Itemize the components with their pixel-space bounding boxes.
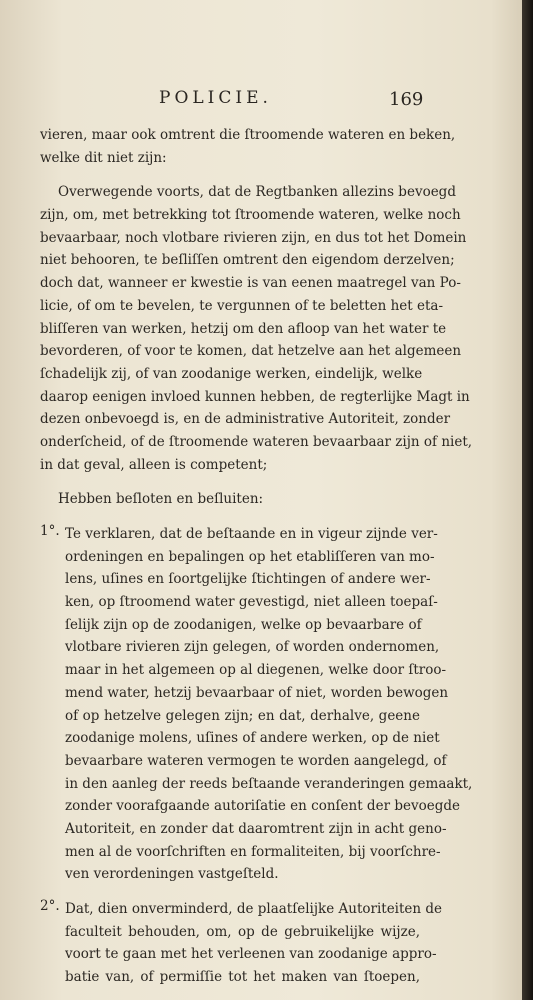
text-line: doch dat, wanneer er kwestie is van eenen maatregel van Po-: [40, 275, 461, 292]
text-line: dezen onbevoegd is, en de administrative Autoriteit, zonder: [40, 411, 451, 428]
text-line: welke dit niet zijn:: [40, 149, 167, 166]
text-line: daarop eenigen invloed kunnen hebben, de regterlijke Magt in: [40, 388, 470, 405]
text-line: Autoriteit, en zonder dat daaromtrent zijn in acht geno-: [65, 820, 447, 837]
numbered-item: [40, 523, 473, 886]
page-number: 169: [389, 89, 424, 110]
item-number: 2°.: [40, 898, 60, 914]
text-line: ven verordeningen vastgeſteld.: [65, 866, 279, 883]
running-head: [0, 86, 522, 116]
text-line: bliſſeren van werken, hetzij om den afloop van het water te: [40, 320, 447, 337]
item-number: 1°.: [40, 523, 60, 539]
text-line: bevaarbaar, noch vlotbare rivieren zijn, en dus tot het Domein: [40, 229, 467, 246]
paragraph: [40, 488, 420, 511]
text-line: ordeningen en bepalingen op het etabliſſeren van mo-: [65, 548, 435, 565]
text-line: niet behooren, te beſliſſen omtrent den eigendom derzelven;: [40, 252, 455, 269]
text-line: in den aanleg der reeds beſtaande veranderingen gemaakt,: [65, 775, 473, 792]
text-line: vlotbare rivieren zijn gelegen, of worden ondernomen,: [65, 639, 440, 656]
text-line: mend water, hetzij bevaarbaar of niet, worden bewogen: [65, 684, 449, 701]
text-line: ſelijk zijn op de zoodanigen, welke op bevaarbare of: [65, 616, 422, 633]
text-line: vieren, maar ook omtrent die ſtroomende wateren en beken,: [40, 127, 456, 143]
text-line: lens, uſines en ſoortgelijke ſtichtingen of andere wer-: [65, 571, 431, 588]
text-line: batie van, of permiſſie tot het maken van ſtoepen,: [65, 969, 420, 986]
text-line: Overwegende voorts, dat de Regtbanken allezins bevoegd: [58, 184, 456, 201]
text-line: maar in het algemeen op al diegenen, welke door ſtroo-: [65, 662, 447, 679]
text-line: licie, of om te bevelen, te vergunnen of te beletten het eta-: [40, 297, 444, 314]
text-line: zoodanige molens, uſines of andere werken, op de niet: [65, 730, 440, 747]
text-line: Dat, dien onverminderd, de plaatſelijke Autoriteiten de: [65, 901, 443, 917]
text-line: ken, op ſtroomend water gevestigd, niet alleen toepaſ-: [65, 594, 438, 611]
paragraph: [40, 181, 473, 476]
paragraph: [40, 124, 456, 169]
page-edge-shadow: [522, 0, 533, 1000]
text-line: men al de voorſchriften en formaliteiten, bij voorſchre-: [65, 843, 441, 860]
text-line: Hebben beſloten en beſluiten:: [58, 491, 264, 508]
text-line: onderſcheid, of de ſtroomende wateren bevaarbaar zijn of niet,: [40, 433, 473, 450]
text-line: bevorderen, of voor te komen, dat hetzelve aan het algemeen: [40, 343, 462, 360]
text-line: Te verklaren, dat de beſtaande en in vigeur zijnde ver-: [65, 526, 438, 542]
text-line: ſchadelijk zij, of van zoodanige werken, eindelijk, welke: [40, 365, 423, 382]
body-text: [40, 124, 473, 989]
text-line: faculteit behouden, om, op de gebruikelijke wijze,: [65, 923, 420, 940]
running-title: POLICIE.: [159, 88, 272, 108]
text-line: bevaarbare wateren vermogen te worden aangelegd, of: [65, 752, 447, 769]
text-line: voort te gaan met het verleenen van zoodanige appro-: [65, 946, 437, 963]
text-line: zijn, om, met betrekking tot ſtroomende wateren, welke noch: [40, 207, 461, 224]
text-line: in dat geval, alleen is competent;: [40, 456, 268, 473]
numbered-item: [40, 898, 443, 989]
text-line: of op hetzelve gelegen zijn; en dat, derhalve, geene: [65, 707, 420, 724]
text-line: zonder voorafgaande autoriſatie en conſent der bevoegde: [65, 798, 460, 815]
